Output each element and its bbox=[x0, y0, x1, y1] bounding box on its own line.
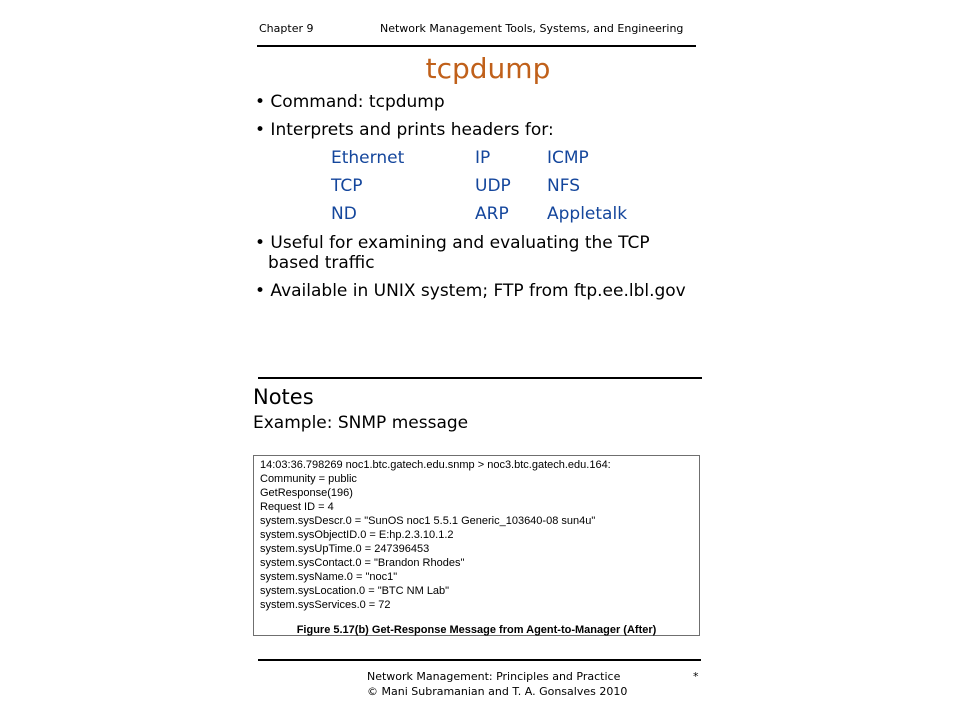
figure-caption: Figure 5.17(b) Get-Response Message from Agent-to-Manager (After) bbox=[296, 624, 657, 636]
notes-example-label: Example: SNMP message bbox=[253, 413, 469, 433]
code-line: Community = public bbox=[260, 473, 357, 485]
chapter-label: Chapter 9 bbox=[259, 22, 314, 35]
code-line: system.sysName.0 = "noc1" bbox=[260, 571, 398, 583]
footer-page-marker: * bbox=[693, 670, 699, 683]
footer-divider bbox=[258, 659, 701, 661]
bullet-useful-continued: based traffic bbox=[268, 253, 375, 273]
protocol-tcp: TCP bbox=[331, 176, 363, 196]
footer-book-title: Network Management: Principles and Practice bbox=[367, 670, 621, 683]
protocol-ethernet: Ethernet bbox=[331, 148, 405, 168]
snmp-message-figure bbox=[253, 455, 700, 636]
bullet-interprets: • Interprets and prints headers for: bbox=[255, 120, 554, 140]
code-line: system.sysObjectID.0 = E:hp.2.3.10.1.2 bbox=[260, 529, 454, 541]
protocol-nfs: NFS bbox=[547, 176, 580, 196]
notes-heading: Notes bbox=[253, 385, 314, 409]
bullet-useful: • Useful for examining and evaluating the TCP bbox=[255, 233, 650, 253]
protocol-nd: ND bbox=[331, 204, 357, 224]
code-line: 14:03:36.798269 noc1.btc.gatech.edu.snmp > noc3.btc.gatech.edu.164: bbox=[260, 459, 611, 471]
code-line: system.sysContact.0 = "Brandon Rhodes" bbox=[260, 557, 465, 569]
protocol-udp: UDP bbox=[475, 176, 511, 196]
bullet-available: • Available in UNIX system; FTP from ftp.ee.lbl.gov bbox=[255, 281, 686, 301]
code-line: system.sysServices.0 = 72 bbox=[260, 599, 391, 611]
code-line: GetResponse(196) bbox=[260, 487, 353, 499]
protocol-icmp: ICMP bbox=[547, 148, 589, 168]
header-title: Network Management Tools, Systems, and Engineering bbox=[380, 22, 684, 35]
header-divider bbox=[257, 45, 696, 47]
slide-title: tcpdump bbox=[425, 52, 551, 85]
bullet-command: • Command: tcpdump bbox=[255, 92, 445, 112]
footer-copyright: © Mani Subramanian and T. A. Gonsalves 2010 bbox=[367, 685, 628, 698]
notes-divider bbox=[258, 377, 702, 379]
protocol-appletalk: Appletalk bbox=[547, 204, 628, 224]
code-line: system.sysDescr.0 = "SunOS noc1 5.5.1 Generic_103640-08 sun4u" bbox=[260, 515, 596, 527]
protocol-ip: IP bbox=[475, 148, 491, 168]
code-line: system.sysUpTime.0 = 247396453 bbox=[260, 543, 430, 555]
code-line: system.sysLocation.0 = "BTC NM Lab" bbox=[260, 585, 450, 597]
protocol-arp: ARP bbox=[475, 204, 509, 224]
code-line: Request ID = 4 bbox=[260, 501, 334, 513]
